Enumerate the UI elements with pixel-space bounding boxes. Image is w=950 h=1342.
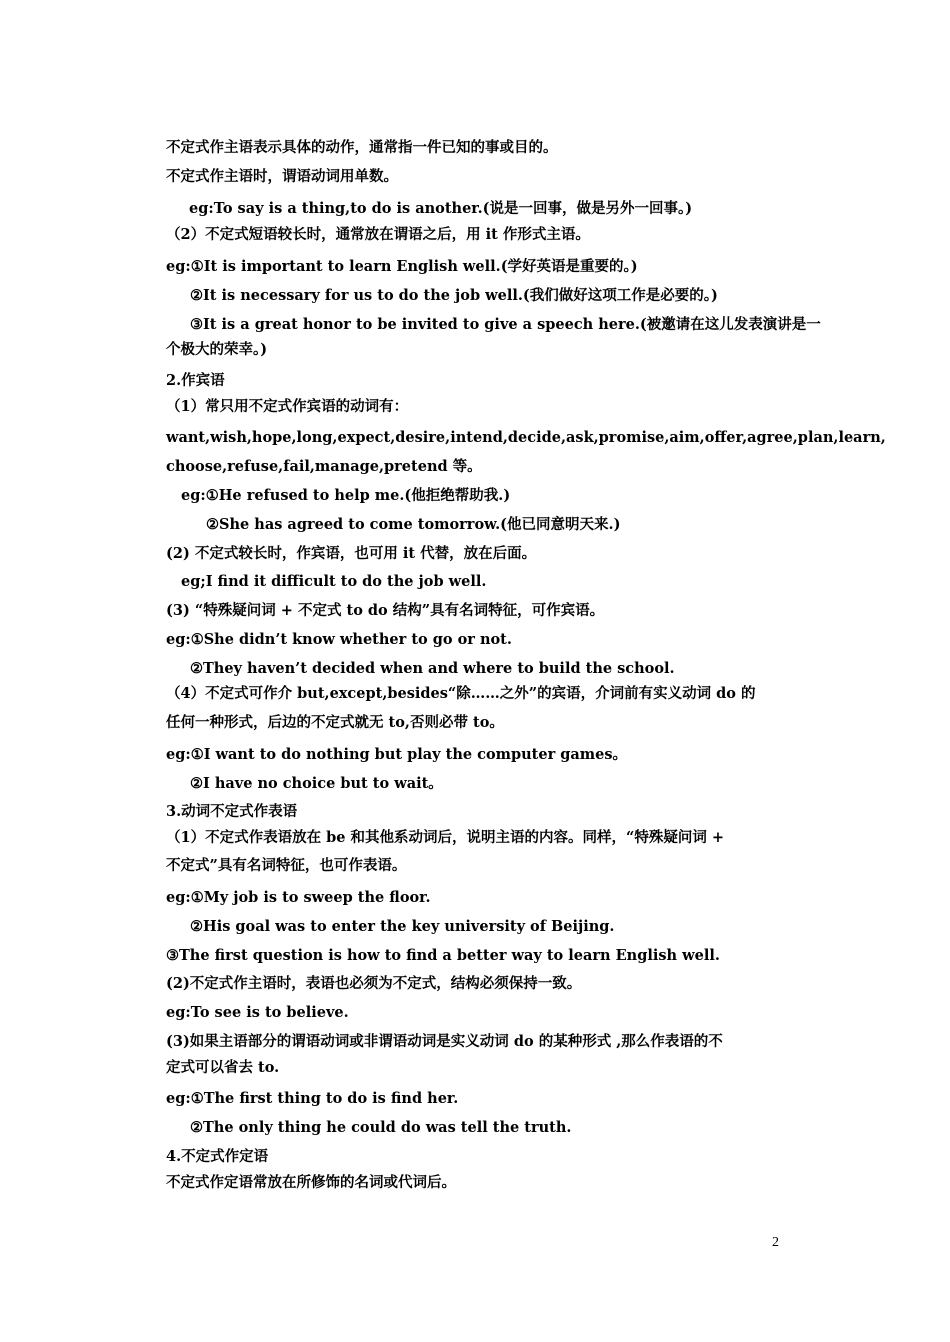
text-line: 个极大的荣幸。)	[166, 341, 268, 358]
text-line: 定式可以省去 to.	[166, 1059, 280, 1076]
section-heading: (3) “特殊疑问词 + 不定式 to do 结构”具有名词特征，可作宾语。	[166, 602, 605, 619]
example-line: eg:①He refused to help me.(他拒绝帮助我.)	[181, 487, 511, 504]
example-line: ②His goal was to enter the key university of Beijing.	[190, 918, 615, 935]
text-line: choose,refuse,fail,manage,pretend 等。	[166, 458, 482, 475]
example-line: ②The only thing he could do was tell the truth.	[190, 1119, 572, 1136]
section-heading: 4.不定式作定语	[166, 1148, 269, 1165]
example-line: eg:①My job is to sweep the floor.	[166, 889, 431, 906]
example-line: ②It is necessary for us to do the job well.(我们做好这项工作是必要的。)	[190, 287, 718, 304]
example-line: ②They haven’t decided when and where to build the school.	[190, 660, 675, 677]
example-line: eg:To see is to believe.	[166, 1004, 349, 1021]
section-heading: （1）不定式作表语放在 be 和其他系动词后，说明主语的内容。同样，“特殊疑问词 +	[166, 829, 725, 846]
example-line: eg:①It is important to learn English well.(学好英语是重要的。)	[166, 258, 638, 275]
example-line: eg:To say is a thing,to do is another.(说是一回事，做是另外一回事。)	[189, 200, 693, 217]
text-line: want,wish,hope,long,expect,desire,intend,decide,ask,promise,aim,offer,agree,plan,learn,	[166, 429, 886, 446]
text-line: 不定式作主语表示具体的动作，通常指一件已知的事或目的。	[166, 139, 558, 156]
page-number: 2	[772, 1235, 779, 1250]
text-line: 任何一种形式，后边的不定式就无 to,否则必带 to。	[166, 714, 504, 731]
example-line: ②She has agreed to come tomorrow.(他已同意明天来.)	[206, 516, 621, 533]
section-heading: (2)不定式作主语时，表语也必须为不定式，结构必须保持一致。	[166, 975, 582, 992]
text-line: 不定式”具有名词特征，也可作表语。	[166, 857, 407, 874]
section-heading: (2) 不定式较长时，作宾语，也可用 it 代替，放在后面。	[166, 545, 537, 562]
example-line: eg:①I want to do nothing but play the computer games。	[166, 746, 628, 763]
example-line: ③It is a great honor to be invited to give a speech here.(被邀请在这儿发表演讲是一	[190, 316, 821, 333]
text-line: 不定式作主语时，谓语动词用单数。	[166, 168, 398, 185]
section-heading: (3)如果主语部分的谓语动词或非谓语动词是实义动词 do 的某种形式 ,那么作表语的不	[166, 1033, 723, 1050]
example-line: eg:①She didn’t know whether to go or not.	[166, 631, 512, 648]
section-heading: 3.动词不定式作表语	[166, 803, 298, 820]
example-line: ③The first question is how to find a better way to learn English well.	[166, 947, 720, 964]
section-heading: （4）不定式可作介 but,except,besides“除……之外”的宾语，介词前有实义动词 do 的	[166, 685, 756, 702]
section-heading: （2）不定式短语较长时，通常放在谓语之后，用 it 作形式主语。	[166, 226, 590, 243]
example-line: eg;I find it difficult to do the job well.	[181, 573, 487, 590]
example-line: ②I have no choice but to wait。	[190, 775, 443, 792]
section-heading: （1）常只用不定式作宾语的动词有：	[166, 398, 409, 415]
text-line: 不定式作定语常放在所修饰的名词或代词后。	[166, 1174, 456, 1191]
section-heading: 2.作宾语	[166, 372, 225, 389]
example-line: eg:①The first thing to do is find her.	[166, 1090, 459, 1107]
